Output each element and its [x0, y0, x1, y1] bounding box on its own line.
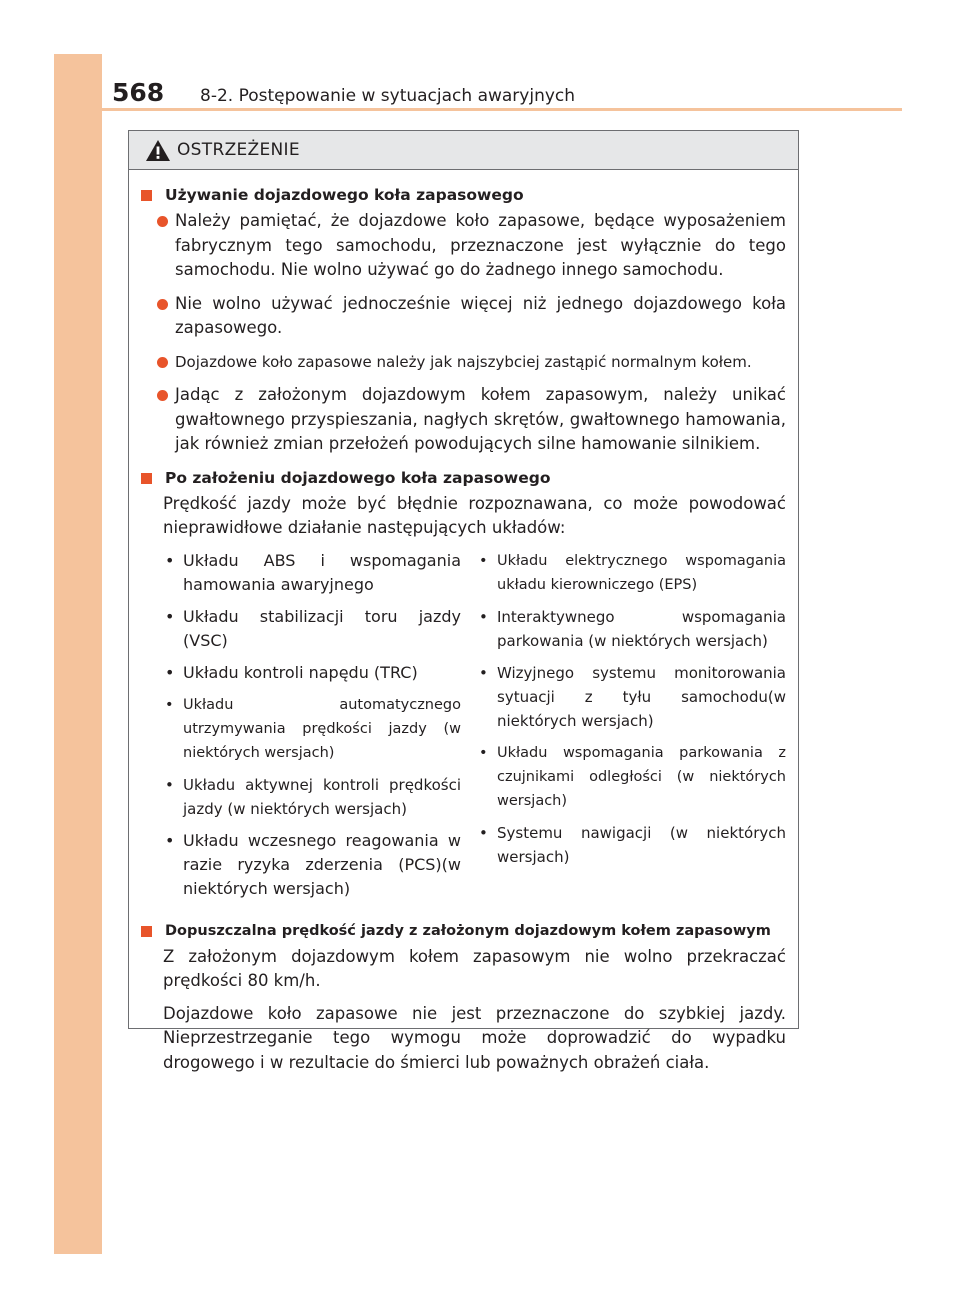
list-item: • Interaktywnego wspomagania parkowania (w niektórych wersjach)	[479, 607, 786, 650]
list-item: • Układu aktywnej kontroli prędkości jazdy (w niektórych wersjach)	[165, 775, 461, 818]
warning-triangle-icon	[145, 139, 171, 162]
warning-box	[128, 130, 799, 1072]
header-rule	[102, 108, 902, 111]
list-item: • Układu elektrycznego wspomagania układu kierowniczego (EPS)	[479, 552, 786, 593]
square-bullet-icon	[141, 926, 152, 937]
list-item: Należy pamiętać, że dojazdowe koło zapasowe, będące wyposażeniem fabrycznym tego samochodu, przeznaczone jest wyłącznie do tego samochodu. Nie wolno używać go do żadnego innego samochodu.	[141, 209, 786, 283]
list-item: • Systemu nawigacji (w niektórych wersjach)	[479, 823, 786, 866]
section-heading: Używanie dojazdowego koła zapasowego	[141, 183, 786, 207]
list-item: • Układu automatycznego utrzymywania prędkości jazdy (w niektórych wersjach)	[165, 696, 461, 761]
section-heading: Po założeniu dojazdowego koła zapasowego	[141, 466, 786, 490]
list-item: • Układu ABS i wspomagania hamowania awaryjnego	[165, 550, 461, 594]
paragraph: Prędkość jazdy może być błędnie rozpoznawana, co może powodować nieprawidłowe działanie następujących układów:	[163, 493, 786, 537]
list-item: Jadąc z założonym dojazdowym kołem zapasowym, należy unikać gwałtownego przyspieszania, nagłych skrętów, gwałtownego hamowania, jak również zmian przełożeń powodujących silne hamowanie silnikiem.	[141, 383, 786, 457]
square-bullet-icon	[141, 190, 152, 201]
list-item: • Układu kontroli napędu (TRC)	[165, 662, 418, 682]
systems-list	[141, 549, 786, 909]
list-item: • Wizyjnego systemu monitorowania sytuacji z tyłu samochodu(w niektórych wersjach)	[479, 663, 786, 730]
square-bullet-icon	[141, 473, 152, 484]
list-item: Nie wolno używać jednocześnie więcej niż jednego dojazdowego koła zapasowego.	[141, 292, 786, 341]
warning-header	[129, 131, 798, 170]
list-item: Dojazdowe koło zapasowe należy jak najszybciej zastąpić normalnym kołem.	[141, 350, 786, 375]
side-band	[54, 54, 102, 1254]
list-item: • Układu stabilizacji toru jazdy (VSC)	[165, 606, 461, 650]
section-heading: Dopuszczalna prędkość jazdy z założonym dojazdowym kołem zapasowym	[141, 919, 786, 943]
systems-column-right	[461, 549, 786, 909]
list-item: • Układu wspomagania parkowania z czujnikami odległości (w niektórych wersjach)	[479, 744, 786, 809]
list-item: • Układu wczesnego reagowania w razie ryzyka zderzenia (PCS)(w niektórych wersjach)	[165, 830, 461, 898]
section-title: 8-2. Postępowanie w sytuacjach awaryjnych	[200, 86, 576, 106]
page-number: 568	[112, 78, 165, 107]
systems-column-left	[141, 549, 461, 909]
circle-bullet-icon	[157, 390, 168, 401]
paragraph: Dojazdowe koło zapasowe nie jest przeznaczone do szybkiej jazdy. Nieprzestrzeganie tego wymogu może doprowadzić do wypadku drogowego i w rezultacie do śmierci lub poważnych obrażeń ciała.	[163, 1003, 786, 1072]
circle-bullet-icon	[157, 357, 168, 368]
circle-bullet-icon	[157, 216, 168, 227]
warning-title: OSTRZEŻENIE	[177, 140, 300, 160]
circle-bullet-icon	[157, 299, 168, 310]
warning-content	[141, 183, 786, 1083]
paragraph: Z założonym dojazdowym kołem zapasowym nie wolno przekraczać prędkości 80 km/h.	[163, 946, 786, 990]
